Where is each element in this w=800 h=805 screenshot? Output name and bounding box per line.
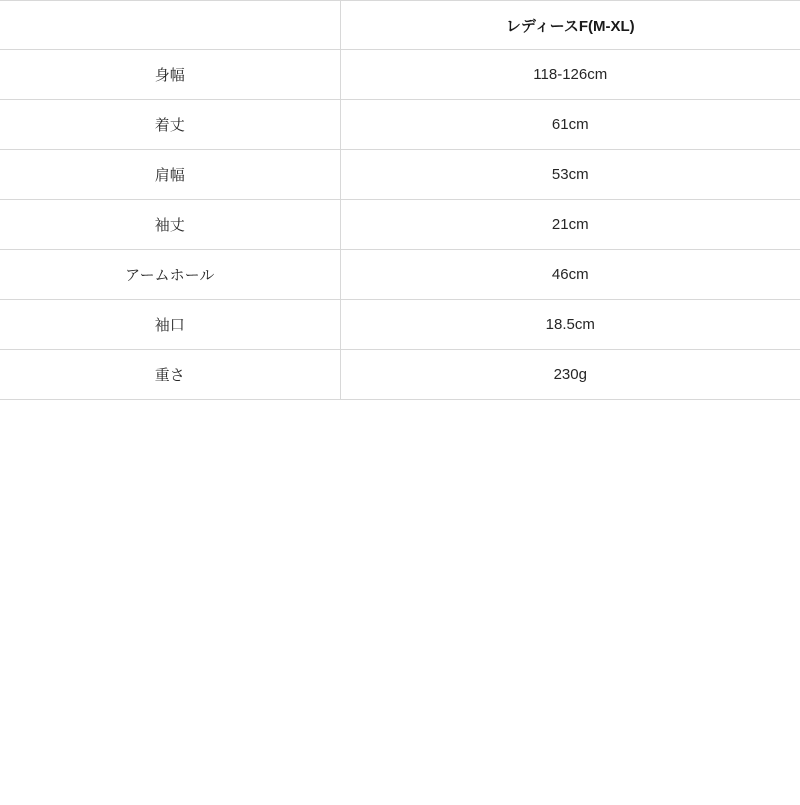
table-row	[0, 150, 800, 200]
table-row	[0, 200, 800, 250]
row-label-length: 着丈	[0, 100, 340, 150]
table-header-row	[0, 1, 800, 50]
size-chart-table	[0, 0, 800, 400]
row-value-shoulder-width: 53cm	[340, 150, 800, 200]
table-row	[0, 350, 800, 400]
table-row	[0, 250, 800, 300]
blank-area	[0, 400, 800, 805]
row-value-body-width: 118-126cm	[340, 50, 800, 100]
row-value-cuff: 18.5cm	[340, 300, 800, 350]
row-label-weight: 重さ	[0, 350, 340, 400]
row-label-sleeve-length: 袖丈	[0, 200, 340, 250]
row-label-armhole: アームホール	[0, 250, 340, 300]
row-value-sleeve-length: 21cm	[340, 200, 800, 250]
row-value-weight: 230g	[340, 350, 800, 400]
row-label-shoulder-width: 肩幅	[0, 150, 340, 200]
row-label-body-width: 身幅	[0, 50, 340, 100]
row-value-length: 61cm	[340, 100, 800, 150]
table-row	[0, 100, 800, 150]
table-row	[0, 50, 800, 100]
header-size-label: レディースF(M-XL)	[340, 1, 800, 50]
row-label-cuff: 袖口	[0, 300, 340, 350]
header-empty-cell	[0, 1, 340, 50]
row-value-armhole: 46cm	[340, 250, 800, 300]
table-row	[0, 300, 800, 350]
